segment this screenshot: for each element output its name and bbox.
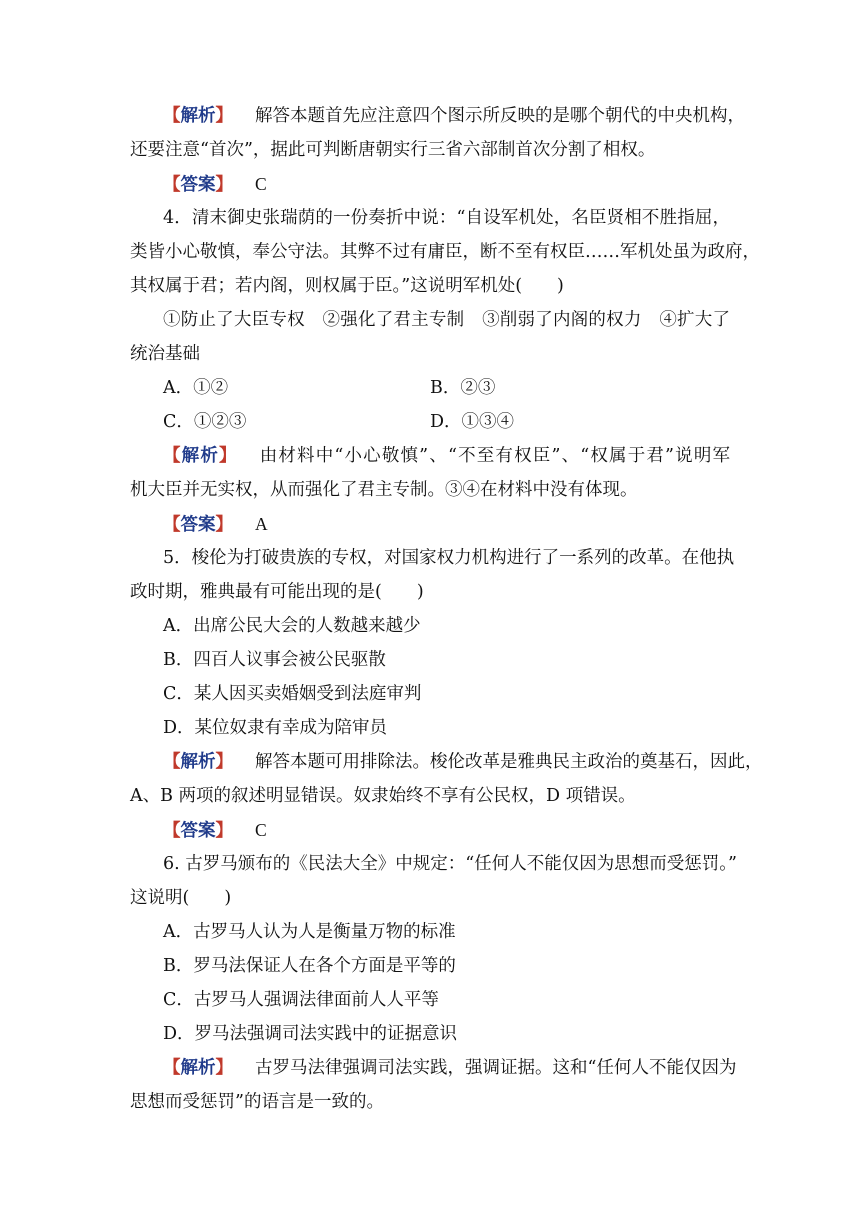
q5-option-a: A．出席公民大会的人数越来越少 bbox=[163, 616, 421, 636]
q6-option-a: A．古罗马人认为人是衡量万物的标准 bbox=[163, 922, 456, 942]
q6-stem-line-2: 这说明( ) bbox=[130, 888, 232, 908]
analysis-tag: 【解析】 bbox=[163, 752, 233, 772]
q4-analysis-line-2: 机大臣并无实权，从而强化了君主专制。③④在材料中没有体现。 bbox=[130, 480, 638, 500]
q6-option-d: D．罗马法强调司法实践中的证据意识 bbox=[163, 1024, 458, 1044]
q3-analysis-line-2: 还要注意“首次”，据此可判断唐朝实行三省六部制首次分割了相权。 bbox=[130, 140, 656, 160]
q5-option-b: B．四百人议事会被公民驱散 bbox=[163, 650, 386, 670]
q4-answer: A bbox=[255, 514, 268, 534]
q4-stem-line-1: 4．清末御史张瑞荫的一份奏折中说：“自设军机处，名臣贤相不胜指屈， bbox=[163, 208, 730, 228]
q5-analysis-line-1: 【解析】 解答本题可用排除法。梭伦改革是雅典民主政治的奠基石，因此， bbox=[163, 752, 763, 772]
analysis-tag: 【解析】 bbox=[163, 446, 238, 466]
q5-stem-line-2: 政时期，雅典最有可能出现的是( ) bbox=[130, 582, 424, 602]
q4-option-b: B．②③ bbox=[430, 378, 496, 398]
q6-analysis-line-1: 【解析】 古罗马法律强调司法实践，强调证据。这和“任何人不能仅因为 bbox=[163, 1058, 737, 1078]
q3-answer-line bbox=[163, 172, 730, 197]
q5-option-c: C．某人因买卖婚姻受到法庭审判 bbox=[163, 684, 422, 704]
q4-stem-line-2: 类皆小心敬慎，奉公守法。其弊不过有庸臣，断不至有权臣……军机处虽为政府， bbox=[130, 242, 760, 262]
q3-answer: C bbox=[255, 174, 267, 194]
q6-option-b: B．罗马法保证人在各个方面是平等的 bbox=[163, 956, 456, 976]
q5-answer-line bbox=[163, 818, 730, 843]
analysis-tag: 【解析】 bbox=[163, 1058, 233, 1078]
q4-stem-line-3: 其权属于君；若内阁，则权属于臣。”这说明军机处( ) bbox=[130, 276, 564, 296]
q6-analysis-line-2: 思想而受惩罚”的语言是一致的。 bbox=[130, 1092, 384, 1112]
q4-option-d: D．①③④ bbox=[430, 412, 515, 432]
answer-tag: 【答案】 bbox=[163, 175, 233, 195]
q4-answer-line bbox=[163, 512, 730, 537]
q4-option-a: A．①② bbox=[163, 378, 229, 398]
q4-option-c: C．①②③ bbox=[163, 412, 247, 432]
q6-stem-line-1: 6. 古罗马颁布的《民法大全》中规定：“任何人不能仅因为思想而受惩罚。” bbox=[163, 854, 737, 874]
q5-stem-line-1: 5．梭伦为打破贵族的专权，对国家权力机构进行了一系列的改革。在他执 bbox=[163, 548, 735, 568]
q5-answer: C bbox=[255, 820, 267, 840]
answer-tag: 【答案】 bbox=[163, 821, 233, 841]
q5-analysis-line-2: A、B 两项的叙述明显错误。奴隶始终不享有公民权，D 项错误。 bbox=[130, 786, 636, 806]
q3-analysis-line-1: 【解析】 解答本题首先应注意四个图示所反映的是哪个朝代的中央机构， bbox=[163, 106, 745, 126]
q5-option-d: D．某位奴隶有幸成为陪审员 bbox=[163, 718, 388, 738]
analysis-tag: 【解析】 bbox=[163, 106, 233, 126]
q4-analysis-line-1: 【解析】 由材料中“小心敬慎”、“不至有权臣”、“权属于君”说明军 bbox=[163, 446, 730, 466]
q6-option-c: C．古罗马人强调法律面前人人平等 bbox=[163, 990, 439, 1010]
q4-statements-line-1: ①防止了大臣专权 ②强化了君主专制 ③削弱了内阁的权力 ④扩大了 bbox=[163, 310, 730, 330]
answer-tag: 【答案】 bbox=[163, 515, 233, 535]
q4-statements-line-2: 统治基础 bbox=[130, 344, 200, 364]
